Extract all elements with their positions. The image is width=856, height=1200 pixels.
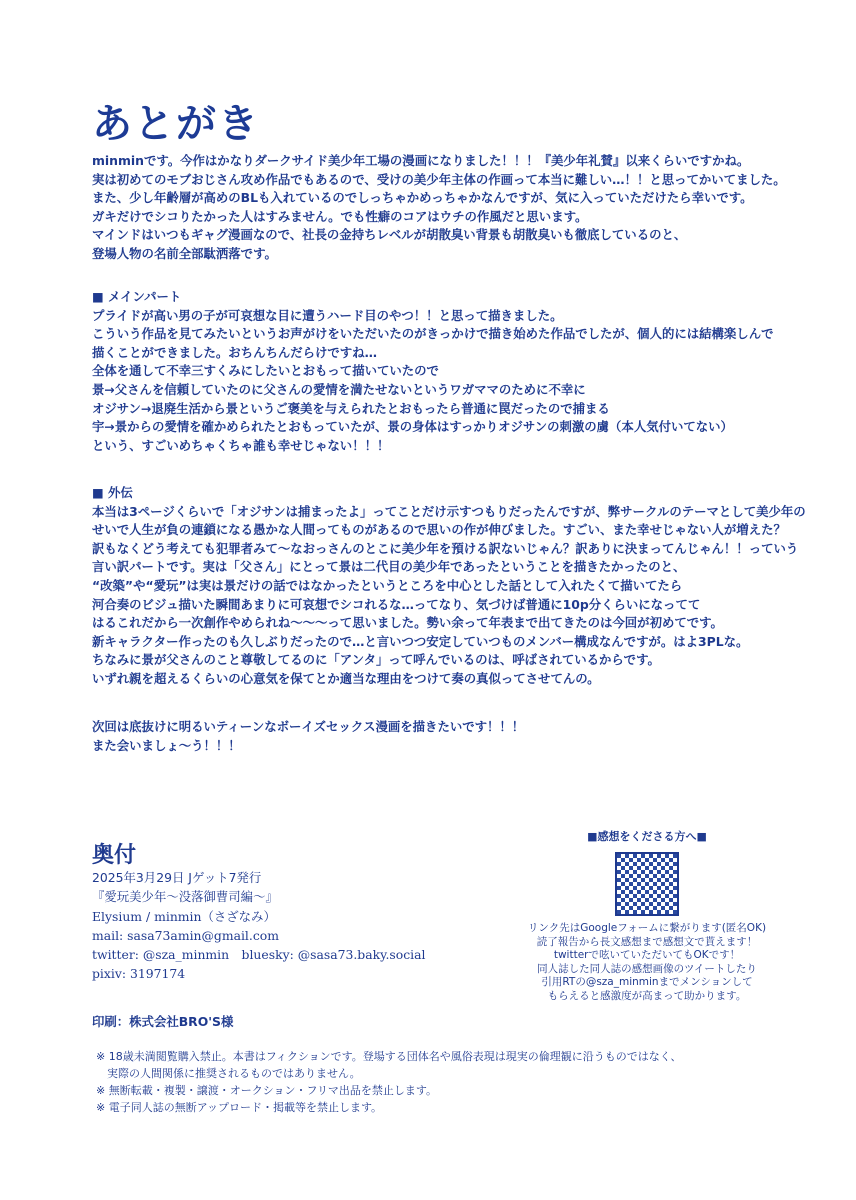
contact-mail: mail: sasa73amin@gmail.com: [92, 927, 279, 943]
side-story-line: 訳もなくどう考えても犯罪者みて～なおっさんのとこに美少年を預ける訳ないじゃん？訳ありに決まってんじゃん！！っていう: [92, 540, 799, 556]
feedback-line: twitterで呟いていただいてもOKです！: [553, 949, 741, 961]
main-part-line: プライドが高い男の子が可哀想な目に遭うハード目のやつ！！と思って描きました。: [92, 307, 563, 323]
side-story-line: ちなみに景が父さんのこと尊敬してるのに「アンタ」って呼んでいるのは、呼ばされているからです。: [92, 652, 660, 668]
contact-social: twitter: @sza_minmin bluesky: @sasa73.baky.social: [92, 947, 426, 963]
side-story-line: いずれ親を超えるくらいの心意気を保てとか適当な理由をつけて奏の真似ってさせてんの。: [92, 670, 600, 686]
legal-note: ※ 18歳未満閲覧購入禁止。本書はフィクションです。登場する団体名や風俗表現は現実の倫理観に沿うものではなく、: [96, 1050, 682, 1063]
intro-line: また、少し年齢層が高めのBLも入れているのでしっちゃかめっちゃかなんですが、気に入っていただけたら幸いです。: [92, 190, 753, 206]
feedback-line: 読了報告から長文感想まで感想文で貰えます！: [536, 935, 758, 948]
side-story-line: 言い訳パートです。実は「父さん」にとって景は二代目の美少年であったということを描きたかったのと、: [92, 559, 686, 575]
main-part-line: 描くことができました。おちんちんだらけですね…: [92, 344, 377, 360]
feedback-title: ■感想をくださる方へ■: [587, 830, 707, 843]
closing-line: また会いましょ～う！！！: [92, 737, 241, 753]
main-part-line: という、すごいめちゃくちゃ誰も幸せじゃない！！！: [92, 437, 390, 453]
qr-code-icon[interactable]: [615, 852, 679, 916]
feedback-line: 引用RTの@sza_minminまでメンションして: [541, 976, 753, 988]
main-part-section: [92, 288, 812, 455]
legal-note: ※ 無断転載・複製・譲渡・オークション・フリマ出品を禁止します。: [96, 1084, 437, 1097]
colophon-title: 奥付: [92, 843, 137, 868]
legal-note: 実際の人間関係に推奨されるものではありません。: [96, 1067, 361, 1080]
feedback-line: リンク先はGoogleフォームに繋がります(匿名OK): [527, 922, 767, 934]
main-part-line: 全体を通して不幸三すくみにしたいとおもって描いていたので: [92, 363, 439, 379]
book-title: 『愛玩美少年～没落御曹司編～』: [92, 889, 278, 905]
afterword-intro: [92, 152, 812, 264]
main-part-heading: ■ メインパート: [92, 289, 182, 304]
legal-note: ※ 電子同人誌の無断アップロード・掲載等を禁止します。: [96, 1101, 383, 1114]
side-story-line: 本当は3ページくらいで「オジサンは捕まったよ」ってことだけ示すつもりだったんですが、弊サークルのテーマとして美少年の: [92, 503, 806, 519]
contact-pixiv: pixiv: 3197174: [92, 966, 186, 982]
closing-section: [92, 718, 812, 755]
feedback-line: 同人誌した同人誌の感想画像のツイートしたり: [537, 962, 757, 975]
side-story-section: [92, 484, 812, 689]
main-part-line: オジサン→退廃生活から景というご褒美を与えられたとおもったら普通に罠だったので捕まる: [92, 400, 610, 416]
closing-line: 次回は底抜けに明るいティーンなボーイズセックス漫画を描きたいです！！！: [92, 719, 525, 734]
side-story-heading: ■ 外伝: [92, 485, 133, 500]
side-story-line: はるこれだから一次創作やめられね～～～って思いました。勢い余って年表まで出てきたのは今回が初めてです。: [92, 615, 723, 631]
main-part-line: 宇→景からの愛情を確かめられたとおもっていたが、景の身体はすっかりオジサンの刺激の虜（本人気付いてない）: [92, 419, 733, 435]
side-story-line: “改築”や“愛玩”は実は景だけの話ではなかったというところを中心とした話として入れたくて描いてたら: [92, 577, 683, 593]
side-story-line: せいで人生が負の連鎖になる愚かな人間ってものがあるので思いの作が伸びました。すごい、また幸せじゃない人が増えた？: [92, 522, 786, 538]
legal-notes: [96, 1048, 796, 1116]
side-story-line: 河合奏のビジュ描いた瞬間あまりに可哀想でシコれるな…ってなり、気づけば普通に10p分くらいになってて: [92, 596, 701, 612]
feedback-line: もらえると感激度が高まって助かります。: [547, 989, 747, 1002]
feedback-box: [512, 828, 782, 1003]
intro-line: minminです。今作はかなりダークサイド美少年工場の漫画になりました！！！『美少年礼賛』以来くらいですかね。: [92, 153, 750, 168]
afterword-title: あとがき: [92, 101, 260, 147]
side-story-line: 新キャラクター作ったのも久しぶりだったので…と言いつつ安定していつものメンバー構成なんですが。はよ3PLな。: [92, 633, 749, 649]
intro-line: 登場人物の名前全部駄洒落です。: [92, 245, 277, 261]
intro-line: ガキだけでシコりたかった人はすみません。でも性癖のコアはウチの作風だと思います。: [92, 208, 588, 224]
circle-name: Elysium / minmin（さざなみ）: [92, 908, 276, 924]
publish-date: 2025年3月29日 Jゲット7発行: [92, 870, 262, 885]
main-part-line: こういう作品を見てみたいというお声がけをいただいたのがきっかけで描き始めた作品でしたが、個人的には結構楽しんで: [92, 326, 774, 342]
colophon: [92, 868, 512, 984]
main-part-line: 景→父さんを信頼していたのに父さんの愛情を満たせないというワガママのために不幸に: [92, 381, 586, 397]
intro-line: マインドはいつもギャグ漫画なので、社長の金持ちレベルが胡散臭い背景も胡散臭いも徹底しているのと、: [92, 227, 687, 243]
printer-credit: 印刷：株式会社BRO'S様: [92, 1014, 234, 1029]
intro-line: 実は初めてのモブおじさん攻め作品でもあるので、受けの美少年主体の作画って本当に難しい…！！と思ってかいてました。: [92, 171, 786, 187]
